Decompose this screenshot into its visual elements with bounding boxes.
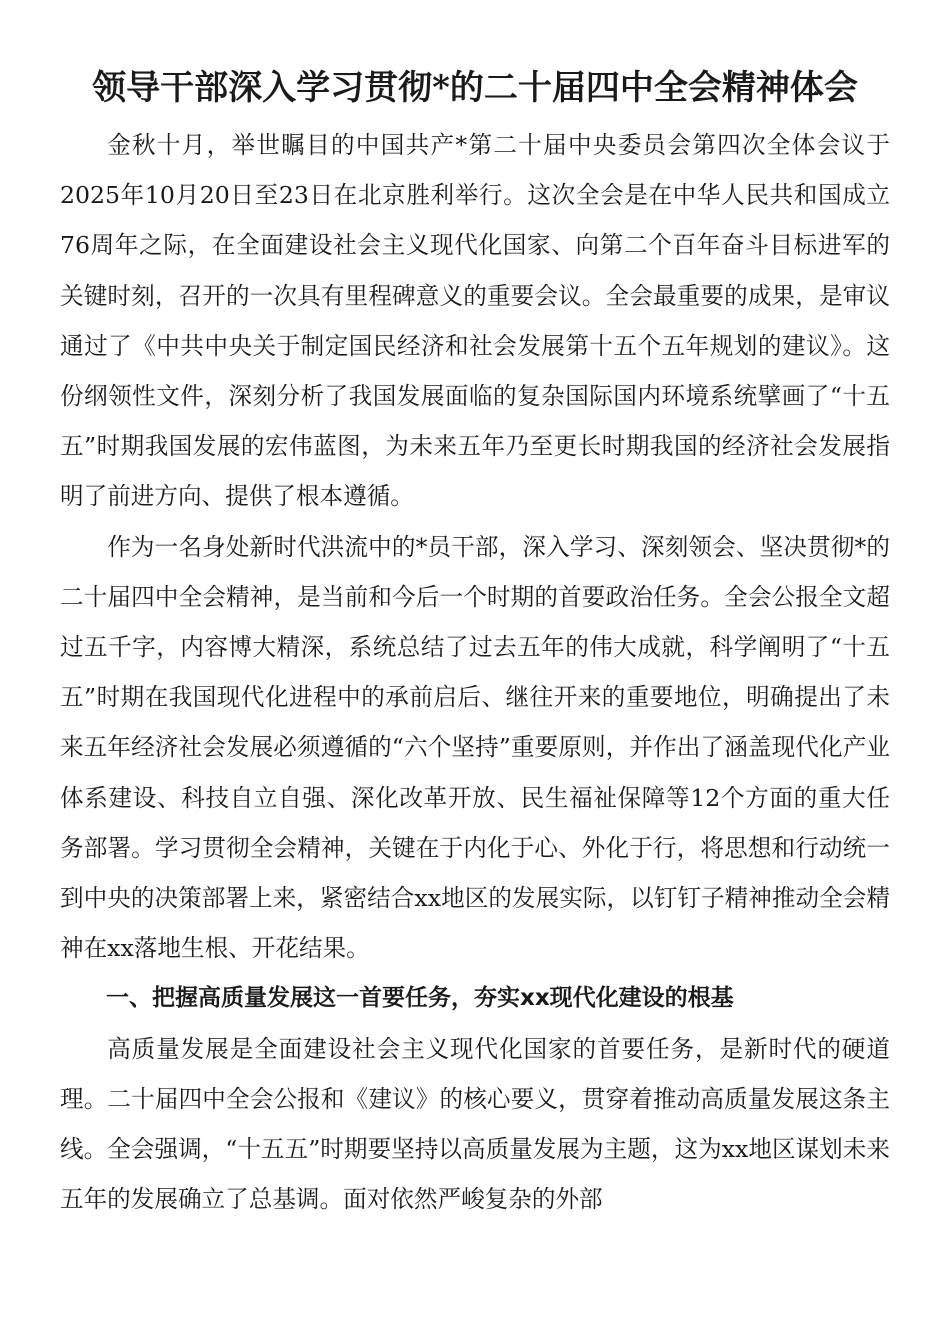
study-paragraph: 作为一名身处新时代洪流中的*员干部，深入学习、深刻领会、坚决贯彻*的二十届四中全会精神，是当前和今后一个时期的首要政治任务。全会公报全文超过五千字，内容博大精深，系统总结了过去五年的伟大成就，科学阐明了“十五五”时期在我国现代化进程中的承前启后、继往开来的重要地位，明确提出了未来五年经济社会发展必须遵循的“六个坚持”重要原则，并作出了涵盖现代化产业体系建设、科技自立自强、深化改革开放、民生福祉保障等12个方面的重大任务部署。学习贯彻全会精神，关键在于内化于心、外化于行，将思想和行动统一到中央的决策部署上来，紧密结合xx地区的发展实际，以钉钉子精神推动全会精神在xx落地生根、开花结果。 — [60, 532, 890, 963]
document-page — [60, 62, 890, 1224]
section-paragraph: 高质量发展是全面建设社会主义现代化国家的首要任务，是新时代的硬道理。二十届四中全会公报和《建议》的核心要义，贯穿着推动高质量发展这条主线。全会强调，“十五五”时期要坚持以高质量发展为主题，这为xx地区谋划未来五年的发展确立了总基调。面对依然严峻复杂的外部 — [60, 1034, 890, 1214]
document-title: 领导干部深入学习贯彻*的二十届四中全会精神体会 — [92, 68, 858, 108]
section-heading: 一、把握高质量发展这一首要任务，夯实xx现代化建设的根基 — [106, 985, 734, 1012]
intro-paragraph: 金秋十月，举世瞩目的中国共产*第二十届中央委员会第四次全体会议于2025年10月20日至23日在北京胜利举行。这次全会是在中华人民共和国成立76周年之际，在全面建设社会主义现代化国家、向第二个百年奋斗目标进军的关键时刻，召开的一次具有里程碑意义的重要会议。全会最重要的成果，是审议通过了《中共中央关于制定国民经济和社会发展第十五个五年规划的建议》。这份纲领性文件，深刻分析了我国发展面临的复杂国际国内环境系统擘画了“十五五”时期我国发展的宏伟蓝图，为未来五年乃至更长时期我国的经济社会发展指明了前进方向、提供了根本遵循。 — [60, 131, 890, 511]
